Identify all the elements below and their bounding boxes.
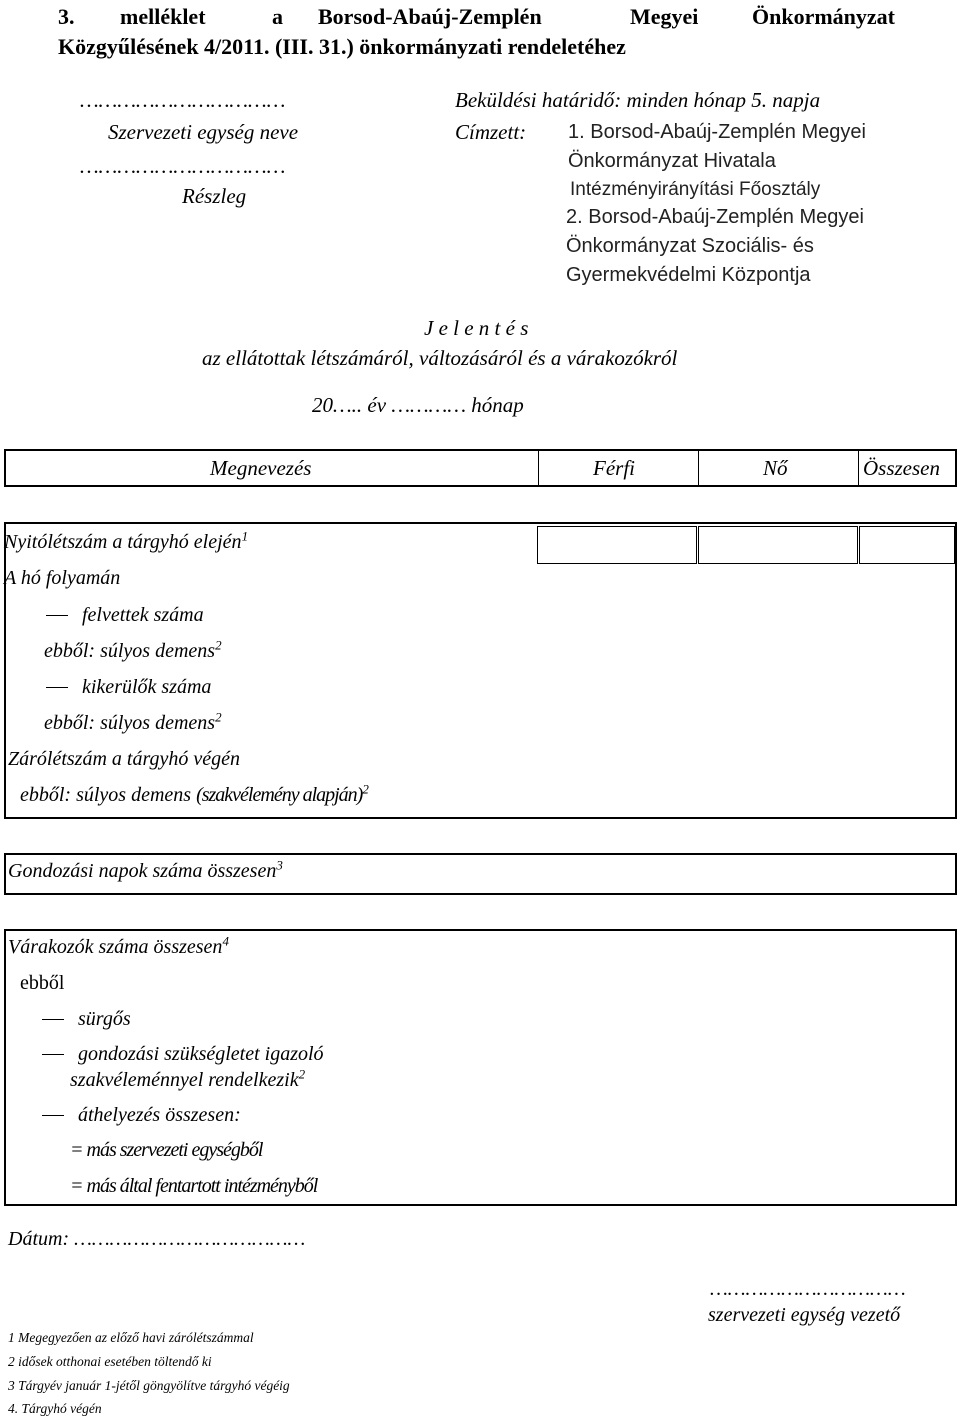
header-part-3: a [272,4,283,29]
date-line [8,1228,305,1251]
input-cell-female[interactable] [698,526,858,564]
footnote-4: 4. Tárgyhó végén [8,1401,102,1416]
date-label: Dátum: [8,1228,70,1250]
recipient-1-line-1: 1. Borsod-Abaúj-Zemplén Megyei [568,121,866,143]
recipient-1-line-3: Intézményirányítási Főosztály [570,179,821,200]
report-period: 20….. év ………… hónap [312,393,524,417]
row-during-month: A hó folyamán [4,567,121,589]
row-admitted-severe: ebből: súlyos demens$^2$ [44,637,222,662]
row-need-line-1: gondozási szükségletet igazoló [42,1043,324,1066]
section-waiting [4,929,957,1206]
input-cell-male[interactable] [537,526,697,564]
header-part-6: Önkormányzat [752,4,895,29]
col-header-name: Megnevezés [210,456,312,480]
row-need-line-2: szakvéleménnyel rendelkezik$^2$ [70,1066,306,1091]
report-subtitle: az ellátottak létszámáról, változásáról és a várakozókról [202,346,678,370]
row-admitted: felvettek száma [46,604,204,627]
row-discharged-severe: ebből: súlyos demens$^2$ [44,709,222,734]
row-urgent: sürgős [42,1008,131,1031]
row-discharged: kikerülők száma [46,676,211,699]
input-cell-total[interactable] [859,526,955,564]
row-waiting: Várakozók száma összesen$^4$ [8,933,229,958]
dash-bullet [46,615,68,617]
section-label: Részleg [182,184,247,208]
deadline-text: Beküldési határidő: minden hónap 5. napja [455,88,821,112]
row-transfer: áthelyezés összesen: [42,1104,241,1127]
footnote-2: 2 idősek otthonai esetében töltendő ki [8,1354,212,1369]
section-headcount [4,522,957,819]
dash-bullet [42,1115,64,1117]
recipient-1-line-2: Önkormányzat Hivatala [568,150,776,172]
section-dots: …………………………… [80,154,286,178]
footnote-1: 1 Megegyezően az előző havi zárólétszámmal [8,1330,254,1345]
recipient-2-line-2: Önkormányzat Szociális- és [566,235,814,257]
row-care-days: Gondozási napok száma összesen$^3$ [8,857,283,882]
col-header-total: Összesen [863,456,940,480]
footnote-3: 3 Tárgyév január 1-jétől göngyölítve tárgyhó végéig [8,1378,290,1393]
row-opening: Nyitólétszám a tárgyhó elején$^1$ [4,528,249,553]
dash-bullet [42,1019,64,1021]
row-closing-severe: ebből: súlyos demens (szakvélemény alapján)$^2$ [20,781,369,806]
org-unit-label: Szervezeti egység neve [108,120,299,144]
header-part-1: 3. [58,4,75,29]
signature-dots: …………………………… [710,1278,906,1300]
row-closing: Zárólétszám a tárgyhó végén [8,748,241,770]
date-field[interactable]: ………………………………… [74,1228,306,1250]
recipient-label: Címzett: [455,120,527,144]
org-unit-dots: …………………………… [80,88,286,112]
col-header-female: Nő [763,456,788,480]
header-part-5: Megyei [630,4,699,29]
header-part-4: Borsod-Abaúj-Zemplén [318,4,542,29]
header-line-2: Közgyűlésének 4/2011. (III. 31.) önkormányzati rendeletéhez [58,34,626,59]
table-header [4,449,957,487]
dash-bullet [42,1054,64,1056]
col-header-male: Férfi [593,456,635,480]
row-other-institution: = más által fentartott intézményből [70,1175,318,1197]
header-part-2: melléklet [120,4,206,29]
row-other-unit: = más szervezeti egységből [70,1139,263,1161]
row-of-which: ebből [20,972,65,994]
recipient-2-line-3: Gyermekvédelmi Központja [566,264,811,286]
dash-bullet [46,687,68,689]
report-title: J e l e n t é s [424,316,529,340]
recipient-2-line-1: 2. Borsod-Abaúj-Zemplén Megyei [566,206,864,228]
signature-label: szervezeti egység vezető [708,1304,901,1326]
